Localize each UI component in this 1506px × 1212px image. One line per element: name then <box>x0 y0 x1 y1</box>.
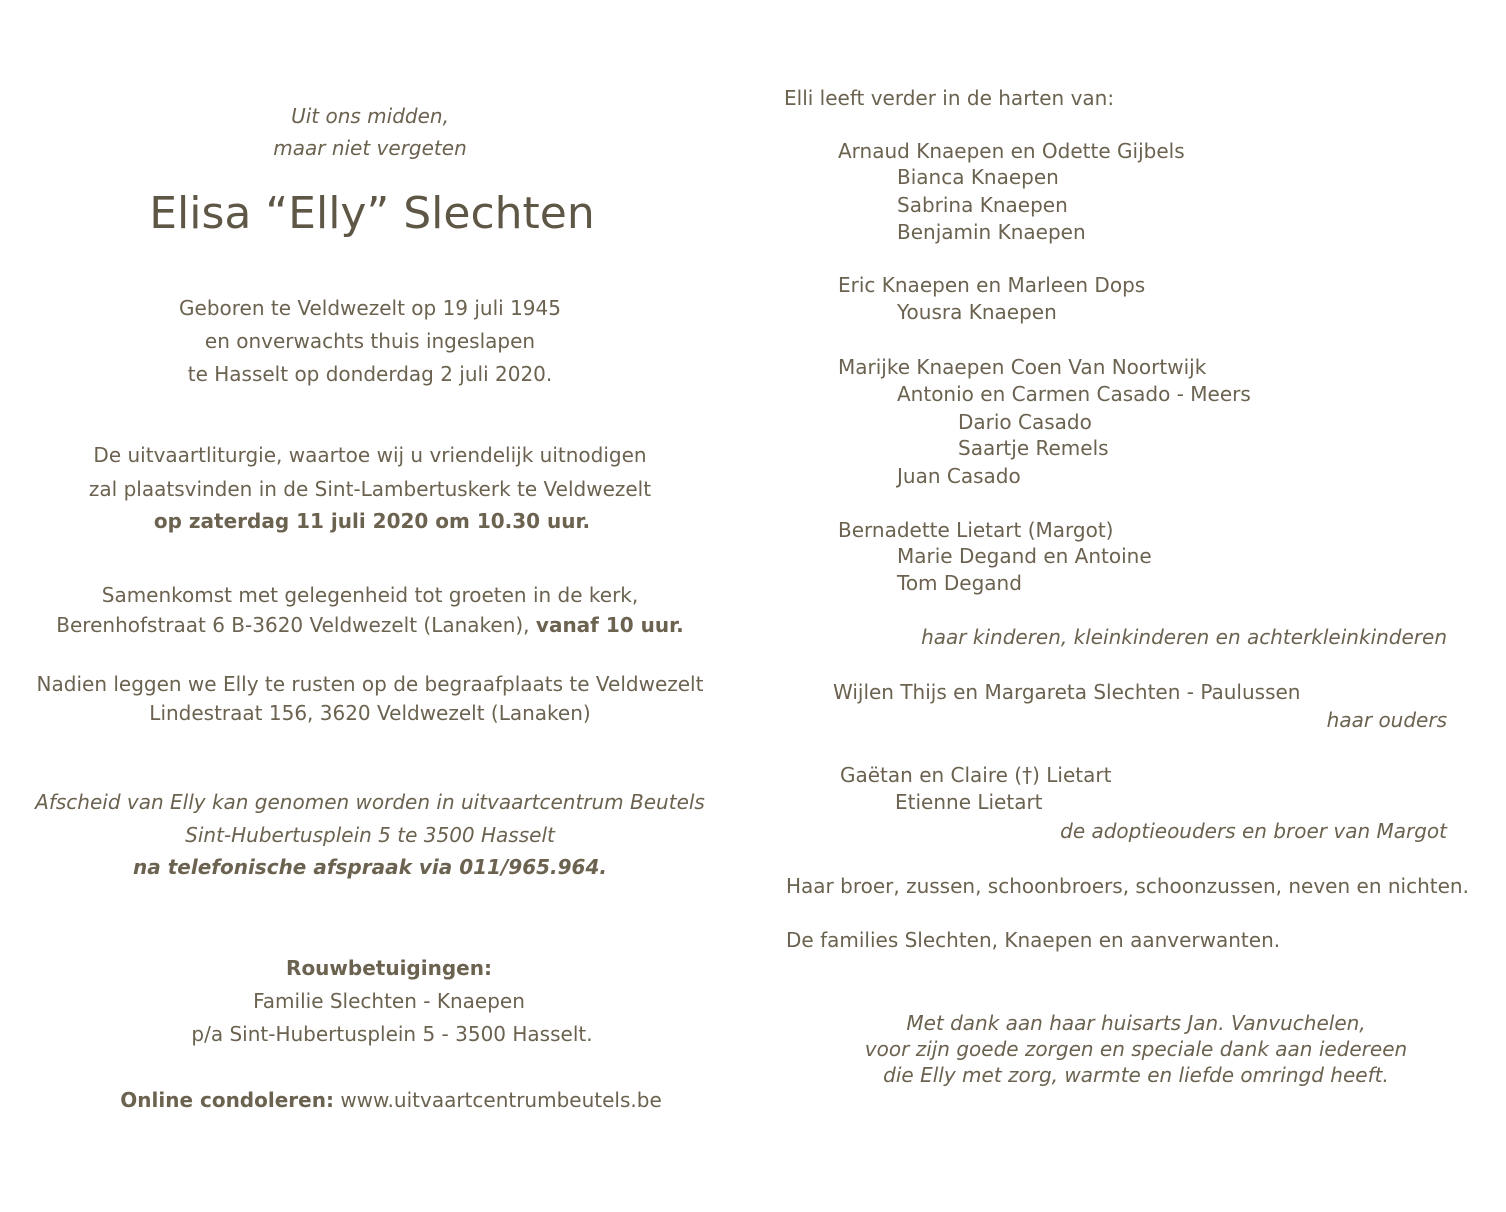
family-1-child-2: Sabrina Knaepen <box>897 193 1068 217</box>
children-caption: haar kinderen, kleinkinderen en achterkleinkinderen <box>921 625 1447 649</box>
intro-line-2: maar niet vergeten <box>273 136 467 160</box>
online-label: Online condoleren: <box>120 1088 334 1112</box>
condolence-heading: Rouwbetuigingen: <box>286 956 492 980</box>
family-3-child-1: Antonio en Carmen Casado - Meers <box>897 382 1251 406</box>
families-line: De families Slechten, Knaepen en aanverwanten. <box>786 928 1281 952</box>
online-url[interactable]: www.uitvaartcentrumbeutels.be <box>340 1088 662 1112</box>
survivors-intro: Elli leeft verder in de harten van: <box>784 86 1115 110</box>
funeral-line-2: zal plaatsvinden in de Sint-Lambertuskerk te Veldwezelt <box>88 477 652 501</box>
intro-line-1: Uit ons midden, <box>291 104 449 128</box>
farewell-phone: na telefonische afspraak via 011/965.964. <box>133 855 607 879</box>
family-1-head: Arnaud Knaepen en Odette Gijbels <box>838 139 1185 163</box>
thanks-line-3: die Elly met zorg, warmte en liefde omringd heeft. <box>883 1063 1389 1087</box>
adoptive-parents-line: Gaëtan en Claire (†) Lietart <box>840 763 1112 787</box>
parents-caption: haar ouders <box>1326 708 1447 732</box>
birth-line-2: en onverwachts thuis ingeslapen <box>204 329 536 353</box>
meeting-time: vanaf 10 uur. <box>535 613 684 637</box>
farewell-line-1: Afscheid van Elly kan genomen worden in uitvaartcentrum Beutels <box>35 790 705 814</box>
meeting-address: Berenhofstraat 6 B-3620 Veldwezelt (Lanaken), <box>56 613 530 637</box>
meeting-line-2 <box>56 615 683 635</box>
family-3-child-2: Juan Casado <box>897 464 1021 488</box>
family-4-child-1: Marie Degand en Antoine <box>897 544 1152 568</box>
family-3-head: Marijke Knaepen Coen Van Noortwijk <box>838 355 1207 379</box>
thanks-line-1: Met dank aan haar huisarts Jan. Vanvuchelen, <box>906 1011 1366 1035</box>
burial-line-2: Lindestraat 156, 3620 Veldwezelt (Lanaken) <box>149 701 591 725</box>
funeral-date: op zaterdag 11 juli 2020 om 10.30 uur. <box>153 509 591 533</box>
family-4-child-2: Tom Degand <box>897 571 1022 595</box>
siblings-line: Haar broer, zussen, schoonbroers, schoonzussen, neven en nichten. <box>786 874 1469 898</box>
burial-line-1: Nadien leggen we Elly te rusten op de begraafplaats te Veldwezelt <box>36 672 704 696</box>
condolence-line-2: p/a Sint-Hubertusplein 5 - 3500 Hasselt. <box>191 1022 593 1046</box>
family-3-grandchild-1: Dario Casado <box>958 410 1092 434</box>
condolence-line-1: Familie Slechten - Knaepen <box>253 989 525 1013</box>
family-1-child-3: Benjamin Knaepen <box>897 220 1086 244</box>
family-4-head: Bernadette Lietart (Margot) <box>838 518 1114 542</box>
family-3-grandchild-2: Saartje Remels <box>958 436 1109 460</box>
deceased-name: Elisa “Elly” Slechten <box>149 188 595 239</box>
birth-line-3: te Hasselt op donderdag 2 juli 2020. <box>187 362 553 386</box>
adoptive-brother-line: Etienne Lietart <box>895 790 1043 814</box>
family-2-head: Eric Knaepen en Marleen Dops <box>838 273 1146 297</box>
adoptive-caption: de adoptieouders en broer van Margot <box>1060 819 1447 843</box>
farewell-line-2: Sint-Hubertusplein 5 te 3500 Hasselt <box>185 823 555 847</box>
parents-line: Wijlen Thijs en Margareta Slechten - Paulussen <box>833 680 1301 704</box>
thanks-line-2: voor zijn goede zorgen en speciale dank aan iedereen <box>864 1037 1408 1061</box>
birth-line-1: Geboren te Veldwezelt op 19 juli 1945 <box>179 296 561 320</box>
funeral-line-1: De uitvaartliturgie, waartoe wij u vriendelijk uitnodigen <box>93 443 647 467</box>
family-1-child-1: Bianca Knaepen <box>897 165 1059 189</box>
meeting-line-1: Samenkomst met gelegenheid tot groeten in de kerk, <box>101 583 639 607</box>
family-2-child-1: Yousra Knaepen <box>897 300 1057 324</box>
online-condolence <box>120 1090 662 1110</box>
